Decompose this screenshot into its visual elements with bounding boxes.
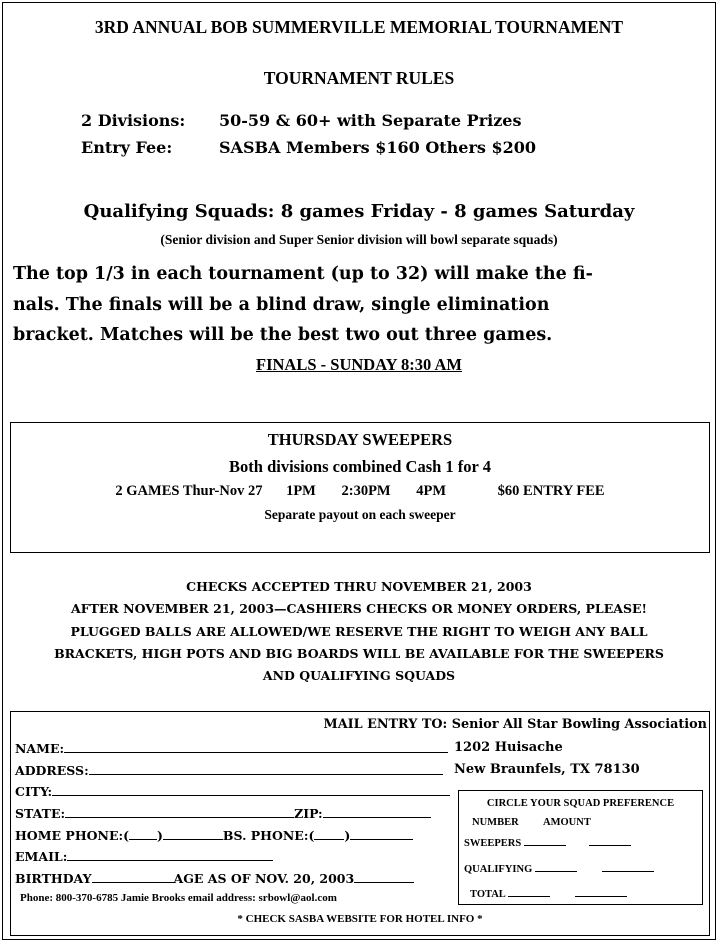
total-row[interactable] bbox=[470, 887, 627, 900]
entry-form-page bbox=[2, 2, 716, 940]
address-field[interactable] bbox=[15, 763, 443, 778]
col-amount: AMOUNT bbox=[543, 817, 591, 828]
sweepers-row-label: SWEEPERS bbox=[464, 838, 522, 849]
note-line: PLUGGED BALLS ARE ALLOWED/WE RESERVE THE RIGHT TO WEIGH ANY BALL bbox=[70, 623, 648, 639]
qualifying-number-line[interactable] bbox=[535, 862, 577, 872]
sweepers-number-line[interactable] bbox=[524, 836, 566, 846]
total-row-label: TOTAL bbox=[470, 889, 506, 900]
age-line[interactable] bbox=[354, 871, 414, 883]
city-line[interactable] bbox=[52, 784, 450, 796]
finals-paragraph bbox=[13, 259, 703, 351]
bus-phone-label: BS. PHONE:( bbox=[222, 828, 315, 843]
paragraph-line: nals. The finals will be a blind draw, single elimination bbox=[13, 294, 550, 315]
paragraph-line: bracket. Matches will be the best two out three games. bbox=[13, 325, 553, 345]
name-label: NAME: bbox=[15, 741, 65, 756]
divisions-label: 2 Divisions: bbox=[81, 111, 186, 130]
squad-preference-box bbox=[458, 790, 703, 905]
finals-time-text: FINALS - SUNDAY 8:30 AM bbox=[256, 355, 462, 374]
city-field[interactable] bbox=[15, 784, 450, 799]
birthday-label: BIRTHDAY bbox=[15, 871, 92, 886]
paren-close: ) bbox=[344, 828, 351, 843]
note-line: AFTER NOVEMBER 21, 2003—CASHIERS CHECKS OR MONEY ORDERS, PLEASE! bbox=[71, 601, 647, 617]
mail-entry-box bbox=[10, 711, 710, 936]
sweepers-subtitle: Both divisions combined Cash 1 for 4 bbox=[229, 457, 491, 476]
sweepers-amount-line[interactable] bbox=[589, 836, 631, 846]
zip-line[interactable] bbox=[323, 806, 431, 818]
age-label: AGE AS OF NOV. 20, 2003 bbox=[173, 871, 355, 886]
state-zip-field[interactable] bbox=[15, 806, 431, 821]
divisions-row bbox=[81, 111, 521, 130]
sweepers-row[interactable] bbox=[464, 836, 631, 849]
sweepers-games: 2 GAMES Thur-Nov 27 bbox=[115, 483, 263, 499]
home-phone-label: HOME PHONE:( bbox=[15, 828, 129, 843]
mail-to-label: MAIL ENTRY TO: Senior All Star Bowling Association bbox=[323, 717, 707, 732]
state-line[interactable] bbox=[65, 806, 294, 818]
hotel-info: * CHECK SASBA WEBSITE FOR HOTEL INFO * bbox=[237, 913, 483, 925]
paragraph-line: The top 1/3 in each tournament (up to 32) will make the fi- bbox=[13, 264, 593, 284]
qualifying-row-label: QUALIFYING bbox=[464, 864, 533, 875]
email-field[interactable] bbox=[15, 849, 273, 864]
entry-fee-label: Entry Fee: bbox=[81, 138, 173, 157]
note-line: CHECKS ACCEPTED THRU NOVEMBER 21, 2003 bbox=[186, 579, 532, 594]
col-number: NUMBER bbox=[472, 817, 519, 828]
bus-area-line[interactable] bbox=[314, 828, 344, 840]
qualifying-amount-line[interactable] bbox=[602, 862, 654, 872]
total-number-line[interactable] bbox=[508, 887, 550, 897]
finals-time bbox=[3, 355, 715, 375]
sweepers-schedule bbox=[11, 483, 709, 500]
total-amount-line[interactable] bbox=[575, 887, 627, 897]
email-line[interactable] bbox=[67, 849, 273, 861]
bus-phone-line[interactable] bbox=[350, 828, 413, 840]
sweepers-box bbox=[10, 422, 710, 553]
note-line: AND QUALIFYING SQUADS bbox=[262, 668, 456, 684]
address-line[interactable] bbox=[89, 763, 443, 775]
city-label: CITY: bbox=[15, 784, 53, 799]
sweepers-title: THURSDAY SWEEPERS bbox=[267, 430, 453, 449]
qualifying-row[interactable] bbox=[464, 862, 654, 875]
name-line[interactable] bbox=[64, 741, 448, 753]
home-area-line[interactable] bbox=[129, 828, 157, 840]
preference-title: CIRCLE YOUR SQUAD PREFERENCE bbox=[486, 798, 675, 809]
rules-heading: TOURNAMENT RULES bbox=[263, 68, 455, 88]
email-label: EMAIL: bbox=[15, 849, 68, 864]
name-field[interactable] bbox=[15, 741, 448, 756]
payment-notes bbox=[3, 576, 715, 687]
birthday-age-field[interactable] bbox=[15, 871, 414, 886]
mail-city: New Braunfels, TX 78130 bbox=[454, 762, 640, 777]
note-line: BRACKETS, HIGH POTS AND BIG BOARDS WILL BE AVAILABLE FOR THE SWEEPERS bbox=[54, 645, 664, 661]
contact-info: Phone: 800-370-6785 Jamie Brooks email address: srbowl@aol.com bbox=[20, 892, 337, 904]
phone-field[interactable] bbox=[15, 828, 413, 843]
zip-label: ZIP: bbox=[294, 806, 323, 821]
qualifying-squads: Qualifying Squads: 8 games Friday - 8 games Saturday bbox=[83, 201, 635, 222]
home-phone-line[interactable] bbox=[163, 828, 223, 840]
entry-fee-value: SASBA Members $160 Others $200 bbox=[219, 138, 537, 157]
mail-street: 1202 Huisache bbox=[454, 740, 563, 755]
tournament-title: 3RD ANNUAL BOB SUMMERVILLE MEMORIAL TOURNAMENT bbox=[94, 17, 624, 37]
sweepers-time-3: 4PM bbox=[416, 483, 447, 499]
state-label: STATE: bbox=[15, 806, 66, 821]
address-label: ADDRESS: bbox=[15, 763, 89, 778]
sweepers-time-2: 2:30PM bbox=[341, 483, 391, 499]
divisions-value: 50-59 & 60+ with Separate Prizes bbox=[219, 111, 522, 130]
qualifying-note: (Senior division and Super Senior division will bowl separate squads) bbox=[160, 232, 558, 247]
birthday-line[interactable] bbox=[92, 871, 174, 883]
sweepers-time-1: 1PM bbox=[286, 483, 316, 499]
sweepers-payout: Separate payout on each sweeper bbox=[264, 507, 456, 522]
entry-fee-row bbox=[81, 138, 536, 157]
sweepers-fee: $60 ENTRY FEE bbox=[497, 483, 605, 499]
paren-close: ) bbox=[157, 828, 163, 843]
